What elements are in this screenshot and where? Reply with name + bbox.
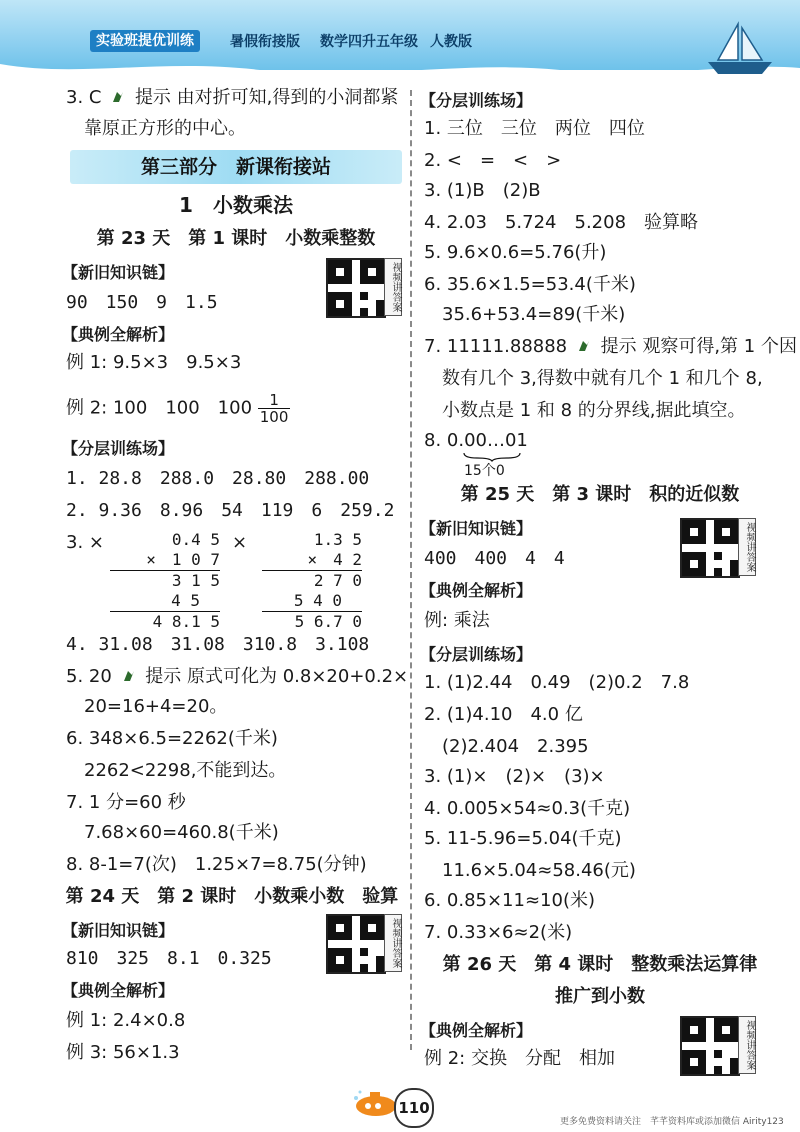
section-tag: 【新旧知识链】: [420, 519, 533, 538]
answer-line: 1. 28.8 288.0 28.80 288.00: [66, 468, 370, 489]
answer-line: 例: 乘法: [424, 610, 490, 631]
qr-code[interactable]: [326, 258, 386, 318]
day-title: 第 26 天 第 4 课时 整数乘法运算律: [442, 954, 758, 975]
sailboat-icon: [700, 20, 780, 80]
chapter-title: 1 小数乘法: [179, 193, 293, 217]
answer-line: 6. 348×6.5=2262(千米): [66, 728, 278, 749]
answer-line: 7. 1 分=60 秒: [66, 792, 186, 813]
qr-caption: 视频讲答案: [738, 518, 756, 576]
qr-pattern: [328, 916, 384, 972]
answer-line: (2)2.404 2.395: [442, 736, 589, 757]
publisher-label: 人教版: [430, 34, 472, 50]
vertical-calc: 0.4 5 × 1 0 7 3 1 5 4 5 4 8.1 5: [110, 530, 220, 632]
section-tag: 【分层训练场】: [420, 91, 533, 110]
qr-code[interactable]: [680, 1016, 740, 1076]
answer-line: 小数点是 1 和 8 的分界线,据此填空。: [442, 400, 746, 421]
qr-code[interactable]: [680, 518, 740, 578]
section-tag: 【典例全解析】: [62, 325, 175, 344]
answer-line: 8. 8-1=7(次) 1.25×7=8.75(分钟): [66, 854, 367, 875]
vertical-calc: 1.3 5 × 4 2 2 7 0 5 4 0 5 6.7 0: [262, 530, 362, 632]
hint-icon: [111, 90, 125, 104]
answer-line: 6. 0.85×11≈10(米): [424, 890, 595, 911]
day-title: 第 23 天 第 1 课时 小数乘整数: [96, 228, 376, 249]
submarine-icon: [350, 1086, 400, 1120]
hint-icon: [577, 339, 591, 353]
answer-line: 4. 31.08 31.08 310.8 3.108: [66, 634, 370, 655]
day-title: 第 25 天 第 3 课时 积的近似数: [460, 484, 740, 505]
answer-line: 例 3: 56×1.3: [66, 1042, 180, 1063]
edition-label: 暑假衔接版: [230, 34, 300, 50]
section-tag: 【典例全解析】: [420, 581, 533, 600]
footer-note: 更多免费资料请关注 芊芊资料库或添加微信 Airity123: [560, 1117, 784, 1127]
answer-line: 11.6×5.04≈58.46(元): [442, 860, 636, 881]
qr-pattern: [328, 260, 384, 316]
answer-line: 6. 35.6×1.5=53.4(千米): [424, 274, 636, 295]
qr-caption: 视频讲答案: [384, 258, 402, 316]
brand-label: 实验班提优训练: [90, 30, 200, 52]
answer-line: 2. < = < >: [424, 150, 562, 171]
answer-line: 90 150 9 1.5: [66, 292, 218, 313]
answer-line: 2. 9.36 8.96 54 119 6 259.2: [66, 500, 395, 521]
answer-line: 4. 2.03 5.724 5.208 验算略: [424, 212, 699, 233]
day-title: 推广到小数: [555, 986, 645, 1007]
answer-line: 3. ×: [66, 532, 104, 553]
answer-line: 7.68×60=460.8(千米): [84, 822, 279, 843]
section-tag: 【新旧知识链】: [62, 921, 175, 940]
qr-pattern: [682, 520, 738, 576]
answer-line: 靠原正方形的中心。: [84, 118, 246, 139]
answer-line: 例 1: 2.4×0.8: [66, 1010, 186, 1031]
answer-mark: ×: [232, 532, 248, 553]
brace-label: 15个0: [464, 463, 505, 479]
section-title: 第三部分 新课衔接站: [70, 150, 402, 184]
section-tag: 【典例全解析】: [420, 1021, 533, 1040]
page-number: 110: [394, 1088, 434, 1128]
header-wave: [0, 58, 800, 86]
column-divider: [410, 90, 412, 1050]
section-tag: 【分层训练场】: [420, 645, 533, 664]
section-tag: 【典例全解析】: [62, 981, 175, 1000]
answer-line: 1. 三位 三位 两位 四位: [424, 118, 645, 139]
subject-label: 数学四升五年级: [320, 34, 418, 50]
answer-line: 400 400 4 4: [424, 548, 565, 569]
fraction: $\frac{1}{100}$: [259, 391, 289, 426]
answer-line: 7. 0.33×6≈2(米): [424, 922, 573, 943]
answer-line: 3. C 提示 由对折可知,得到的小洞都紧: [66, 87, 399, 108]
answer-line: 2262<2298,不能到达。: [84, 760, 287, 781]
answer-line: 2. (1)4.10 4.0 亿: [424, 704, 583, 725]
section-tag: 【新旧知识链】: [62, 263, 175, 282]
answer-line: 例 2: 交换 分配 相加: [424, 1048, 615, 1069]
answer-line: 数有几个 3,得数中就有几个 1 和几个 8,: [442, 368, 763, 389]
answer-line: 35.6+53.4=89(千米): [442, 304, 626, 325]
qr-caption: 视频讲答案: [738, 1016, 756, 1074]
qr-pattern: [682, 1018, 738, 1074]
answer-line: 7. 11111.88888 提示 观察可得,第 1 个因: [424, 336, 797, 357]
answer-line: 20=16+4=20。: [84, 696, 228, 717]
answer-line: 4. 0.005×54≈0.3(千克): [424, 798, 631, 819]
answer-line: 1. (1)2.44 0.49 (2)0.2 7.8: [424, 672, 690, 693]
answer-line: 5. 11-5.96=5.04(千克): [424, 828, 622, 849]
answer-line: 5. 20 提示 原式可化为 0.8×20+0.2×: [66, 666, 409, 687]
answer-line: 8. 0.00…01: [424, 430, 528, 451]
answer-line: 810 325 8.1 0.325: [66, 948, 272, 969]
answer-line: 5. 9.6×0.6=5.76(升): [424, 242, 607, 263]
answer-line: 3. (1)B (2)B: [424, 180, 541, 201]
answer-line: 例 2: 100 100 100 $\frac{1}{100}$: [66, 391, 289, 426]
answer-line: 例 1: 9.5×3 9.5×3: [66, 352, 242, 373]
qr-caption: 视频讲答案: [384, 914, 402, 972]
answer-line: 3. (1)× (2)× (3)×: [424, 766, 605, 787]
day-title: 第 24 天 第 2 课时 小数乘小数 验算: [65, 886, 399, 907]
section-tag: 【分层训练场】: [62, 439, 175, 458]
hint-icon: [122, 669, 136, 683]
qr-code[interactable]: [326, 914, 386, 974]
